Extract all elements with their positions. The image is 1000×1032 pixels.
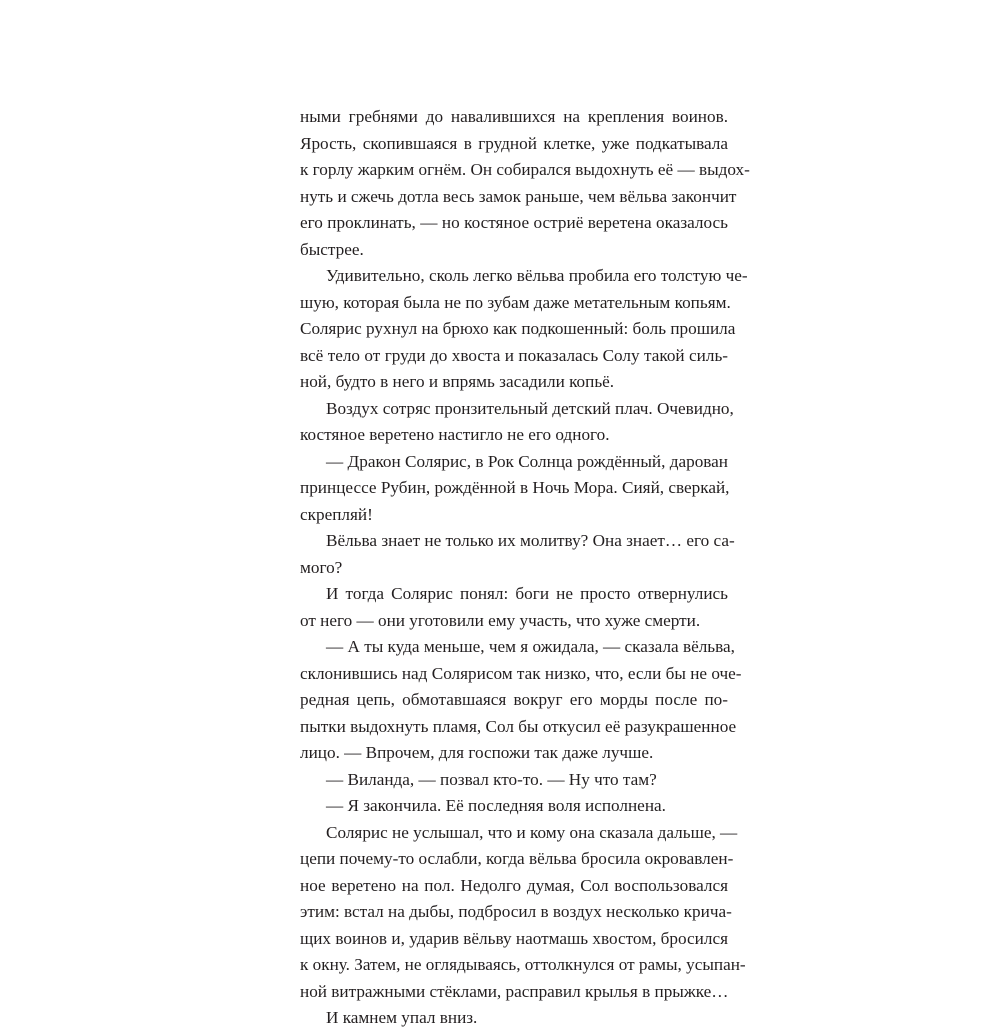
text-line: всё тело от груди до хвоста и показалась Солу такой силь- [300,345,728,365]
text-line: мого? [300,557,343,577]
text-line: Солярис рухнул на брюхо как подкошенный: боль прошила [300,319,736,338]
paragraph [274,396,734,449]
text-line: Вёльва знает не только их молитву? Она знает… его са- [326,531,735,550]
text-line: скрепляй! [300,504,373,524]
text-line: костяное веретено настигло не его одного. [300,425,610,444]
text-line: быстрее. [300,239,364,259]
text-line: Солярис не услышал, что и кому она сказала дальше, — [326,822,738,842]
paragraph [274,449,728,529]
text-line: склонившись над Солярисом так низко, что, если бы не оче- [300,663,742,683]
text-line: — Я закончила. Её последняя воля исполнена. [326,796,666,815]
text-line: от него — они уготовили ему участь, что хуже смерти. [300,610,701,630]
text-line: принцессе Рубин, рождённой в Ночь Мора. Сияй, сверкай, [300,478,730,497]
text-line: ными гребнями до навалившихся на крепления воинов. [300,107,728,126]
paragraph [274,581,728,634]
text-line: пытки выдохнуть пламя, Сол бы откусил её разукрашенное [300,716,737,736]
text-line: ной витражными стёклами, расправил крылья в прыжке… [300,981,729,1001]
text-line: И тогда Солярис понял: боги не просто отвернулись [326,584,728,603]
text-line: его проклинать, — но костяное остриё веретена оказалось [300,213,728,232]
text-line: цепи почему-то ослабли, когда вёльва бросила окровавлен- [300,849,734,868]
text-line: этим: встал на дыбы, подбросил в воздух несколько крича- [300,902,732,921]
text-line: ное веретено на пол. Недолго думая, Сол воспользовался [300,875,728,895]
text-line: — А ты куда меньше, чем я ожидала, — сказала вёльва, [326,637,735,656]
paragraph [274,263,748,396]
text-line: лицо. — Впрочем, для госпожи так даже лучше. [300,743,654,762]
text-line: — Дракон Солярис, в Рок Солнца рождённый, дарован [326,451,728,471]
paragraph [274,528,735,581]
paragraph [274,1005,728,1032]
text-line: — Виланда, — позвал кто-то. — Ну что там? [326,769,657,789]
text-line: к горлу жарким огнём. Он собирался выдохнуть её — выдох- [300,160,750,179]
text-line: ной, будто в него и впрямь засадили копьё. [300,372,615,391]
paragraph [274,634,742,767]
text-line: шую, которая была не по зубам даже метательным копьям. [300,292,731,312]
paragraph [274,820,746,1006]
text-line: к окну. Затем, не оглядываясь, оттолкнулся от рамы, усыпан- [300,955,746,974]
text-line: щих воинов и, ударив вёльву наотмашь хвостом, бросился [300,928,728,948]
text-line: редная цепь, обмотавшаяся вокруг его морды после по- [300,690,728,709]
text-line: Воздух сотряс пронзительный детский плач. Очевидно, [326,398,734,418]
body-text [274,104,750,1032]
paragraph [274,793,728,820]
text-line: Ярость, скопившаяся в грудной клетке, уже подкатывала [300,133,728,153]
text-line: нуть и сжечь дотла весь замок раньше, чем вёльва закончит [300,186,737,206]
paragraph [274,104,750,263]
text-line: И камнем упал вниз. [326,1008,478,1027]
paragraph [274,767,728,794]
text-line: Удивительно, сколь легко вёльва пробила его толстую че- [326,266,748,285]
